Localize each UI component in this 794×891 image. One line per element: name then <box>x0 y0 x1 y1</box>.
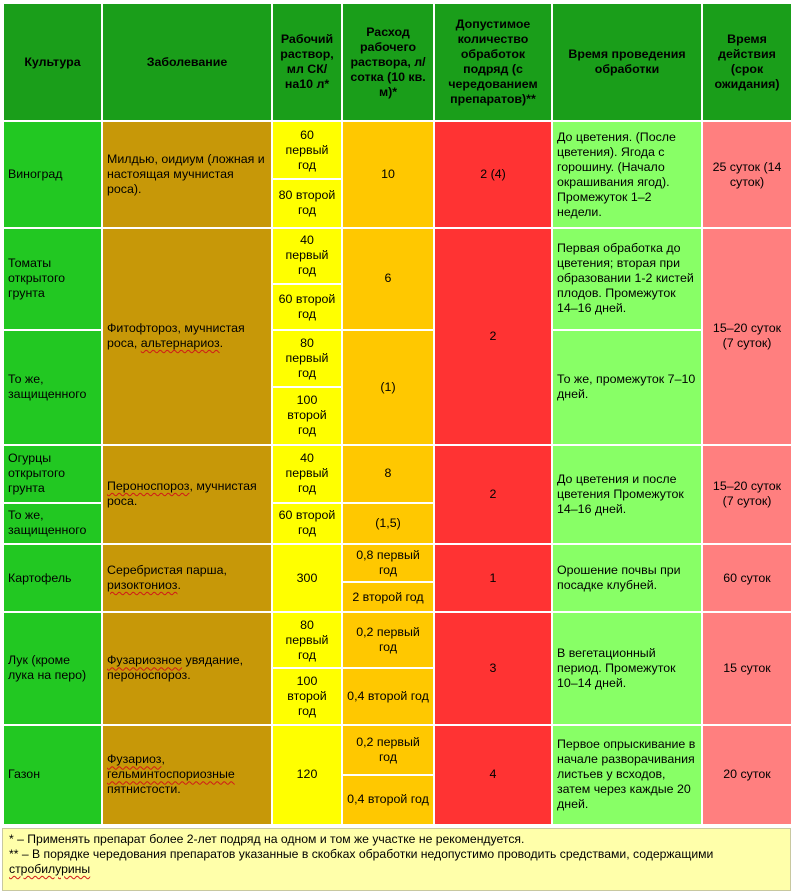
wait-cell: 60 суток <box>702 544 792 612</box>
crop-cell: Виноград <box>3 121 102 227</box>
rate-cell: 6 <box>342 228 434 330</box>
footnote-2-term: стробилурины <box>9 862 91 876</box>
solution-cell: 80 второй год <box>272 179 342 228</box>
rate-cell: 0,4 второй год <box>342 668 434 724</box>
disease-text: . <box>187 668 191 683</box>
table-row-onion <box>3 612 792 668</box>
wait-cell: 20 суток <box>702 725 792 825</box>
header-wait: Время действия (срок ожидания) <box>702 3 792 121</box>
solution-cell: 80 первый год <box>272 330 342 387</box>
count-cell: 4 <box>434 725 552 825</box>
footnote-2 <box>9 847 784 877</box>
disease-text: Серебристая парша, <box>107 563 227 578</box>
footnote-2-text: ** – В порядке чередования препаратов указанные в скобках обработки недопустимо проводить средствами, содержащими <box>9 847 714 861</box>
timing-cell: Орошение почвы при посадке клубней. <box>552 544 702 612</box>
rate-cell: 0,4 второй год <box>342 775 434 825</box>
rate-cell: 0,8 первый год <box>342 544 434 582</box>
disease-cell: Милдью, оидиум (ложная и настоящая мучнистая роса). <box>102 121 272 227</box>
count-cell: 1 <box>434 544 552 612</box>
count-cell: 2 <box>434 228 552 445</box>
table-row-grape <box>3 121 792 178</box>
wait-cell: 15–20 суток (7 суток) <box>702 228 792 445</box>
crop-cell: Томаты открытого грунта <box>3 228 102 330</box>
disease-text: пятнистости. <box>107 782 181 797</box>
count-cell: 3 <box>434 612 552 724</box>
disease-term: гельминтоспориозные <box>107 767 235 782</box>
disease-text: . <box>219 336 224 351</box>
solution-cell: 300 <box>272 544 342 612</box>
wait-cell: 25 суток (14 суток) <box>702 121 792 227</box>
disease-term: Фузариоз <box>107 752 162 767</box>
table-row-lawn <box>3 725 792 775</box>
rate-cell: 2 второй год <box>342 582 434 612</box>
solution-cell: 120 <box>272 725 342 825</box>
disease-text: . <box>177 578 181 593</box>
rate-cell: 0,2 первый год <box>342 612 434 668</box>
timing-cell: До цветения и после цветения Промежуток 14–16 дней. <box>552 445 702 544</box>
count-cell: 2 (4) <box>434 121 552 227</box>
crop-cell: То же, защищенного <box>3 330 102 444</box>
disease-cell <box>102 725 272 825</box>
crop-cell: Газон <box>3 725 102 825</box>
solution-cell: 80 первый год <box>272 612 342 668</box>
wait-cell: 15–20 суток (7 суток) <box>702 445 792 544</box>
crop-cell: Картофель <box>3 544 102 612</box>
header-disease: Заболевание <box>102 3 272 121</box>
disease-cell <box>102 445 272 544</box>
table-row-cucumber-open <box>3 445 792 503</box>
header-solution: Рабочий раствор, мл СК/ на10 л* <box>272 3 342 121</box>
fungicide-table <box>2 2 793 826</box>
disease-text: Фитофтороз, мучнистая роса, <box>107 321 245 351</box>
solution-cell: 60 второй год <box>272 503 342 544</box>
wait-cell: 15 суток <box>702 612 792 724</box>
table-row-potato <box>3 544 792 582</box>
rate-cell: (1) <box>342 330 434 444</box>
disease-text: пероноспороз <box>107 668 188 683</box>
header-count: Допустимое количество обработок подряд (с чередованием препаратов)** <box>434 3 552 121</box>
timing-cell: Первая обработка до цветения; вторая при образовании 1-2 кистей плодов. Промежуток 14–16 дней. <box>552 228 702 330</box>
rate-cell: (1,5) <box>342 503 434 544</box>
solution-cell: 100 второй год <box>272 668 342 724</box>
disease-text: увядание, <box>182 653 244 668</box>
timing-cell: То же, промежуток 7–10 дней. <box>552 330 702 444</box>
header-crop: Культура <box>3 3 102 121</box>
timing-cell: Первое опрыскивание в начале разворачивания листьев у всходов, затем через каждые 20 дней. <box>552 725 702 825</box>
disease-cell <box>102 612 272 724</box>
timing-cell: В вегетационный период. Промежуток 10–14 дней. <box>552 612 702 724</box>
disease-term: Пероноспороз <box>107 479 190 494</box>
disease-term: ризоктониоз <box>107 578 178 593</box>
disease-text: , <box>161 752 165 767</box>
rate-cell: 0,2 первый год <box>342 725 434 775</box>
footnotes <box>2 828 791 891</box>
crop-cell: То же, защищенного <box>3 503 102 544</box>
header-row <box>3 3 792 121</box>
disease-term: альтернариоз <box>140 336 220 351</box>
header-timing: Время проведения обработки <box>552 3 702 121</box>
footnote-1: * – Применять препарат более 2-лет подряд на одном и том же участке не рекомендуется. <box>9 832 525 846</box>
solution-cell: 40 первый год <box>272 228 342 284</box>
crop-cell: Огурцы открытого грунта <box>3 445 102 503</box>
solution-cell: 60 второй год <box>272 284 342 330</box>
table-row-tomato-open <box>3 228 792 284</box>
disease-term: Фузариозное <box>107 653 183 668</box>
timing-cell: До цветения. (После цветения). Ягода с горошину. (Начало окрашивания ягод). Промежуток 1–2 недели. <box>552 121 702 227</box>
solution-cell: 60 первый год <box>272 121 342 178</box>
crop-cell: Лук (кроме лука на перо) <box>3 612 102 724</box>
disease-text: , мучнистая роса. <box>107 479 257 509</box>
disease-cell <box>102 228 272 445</box>
disease-cell <box>102 544 272 612</box>
solution-cell: 100 второй год <box>272 387 342 444</box>
solution-cell: 40 первый год <box>272 445 342 503</box>
header-rate: Расход рабочего раствора, л/сотка (10 кв. м)* <box>342 3 434 121</box>
count-cell: 2 <box>434 445 552 544</box>
rate-cell: 10 <box>342 121 434 227</box>
rate-cell: 8 <box>342 445 434 503</box>
